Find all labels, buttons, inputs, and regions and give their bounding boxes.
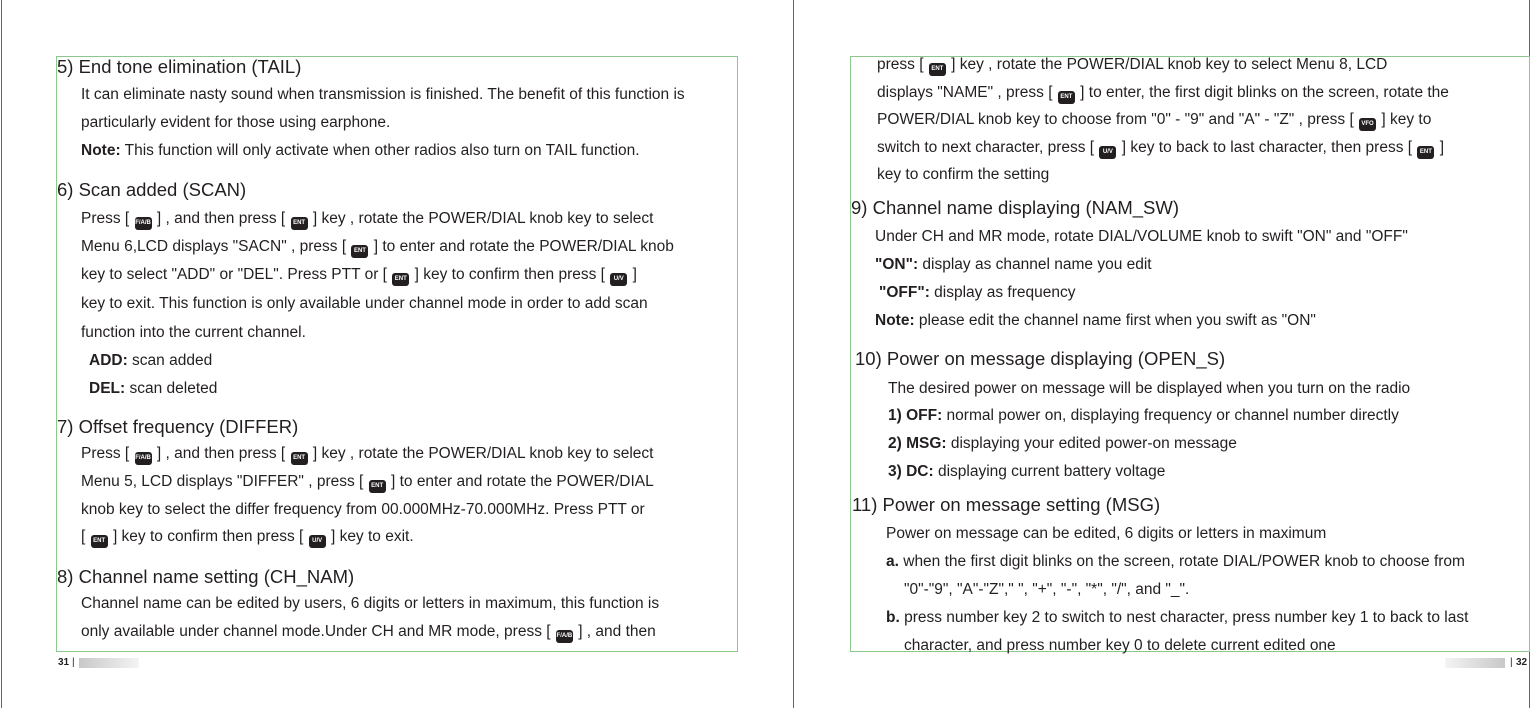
section-10-heading: 10) Power on message displaying (OPEN_S)	[855, 348, 1226, 369]
section-6-line-1: Press [ F/A/B ] , and then press [ ENT ] key , rotate the POWER/DIAL knob key to select	[81, 210, 653, 230]
section-6-line-5: function into the current channel.	[81, 324, 306, 341]
right-page-number: 32	[1516, 657, 1528, 668]
ent-key-icon: ENT	[369, 480, 386, 493]
menu8-cont-line-1: press [ ENT ] key , rotate the POWER/DIAL knob key to select Menu 8, LCD	[877, 56, 1387, 76]
section-7-line-1: Press [ F/A/B ] , and then press [ ENT ] key , rotate the POWER/DIAL knob key to select	[81, 445, 653, 465]
section-6-heading: 6) Scan added (SCAN)	[57, 179, 247, 200]
section-5-note	[81, 142, 640, 160]
uv-key-icon: U/V	[309, 535, 326, 548]
section-5-heading: 5) End tone elimination (TAIL)	[57, 56, 302, 77]
vfo-key-icon: VFO	[1359, 118, 1376, 131]
section-9-line-1: Under CH and MR mode, rotate DIAL/VOLUME knob to swift "ON" and "OFF"	[875, 228, 1408, 245]
section-10-item-2: 2) MSG: displaying your edited power-on message	[888, 435, 1237, 452]
right-page-bar	[1445, 658, 1505, 668]
section-6-add: ADD: scan added	[89, 352, 213, 369]
section-11-item-b: b. press number key 2 to switch to nest character, press number key 1 to back to last	[886, 609, 1469, 626]
section-5-line-2: particularly evident for those using earphone.	[81, 114, 391, 131]
ent-key-icon: ENT	[929, 63, 946, 76]
note-text: This function will only activate when other radios also turn on TAIL function.	[120, 142, 640, 159]
left-page-number-divider: |	[72, 657, 75, 668]
section-5-line-1: It can eliminate nasty sound when transmission is finished. The benefit of this function is	[81, 86, 685, 103]
section-11-heading: 11) Power on message setting (MSG)	[852, 494, 1161, 515]
section-6-line-2: Menu 6,LCD displays "SACN" , press [ ENT ] to enter and rotate the POWER/DIAL knob	[81, 238, 674, 258]
fab-key-icon: F/A/B	[556, 630, 573, 643]
section-9-on: "ON": display as channel name you edit	[875, 256, 1152, 273]
ent-key-icon: ENT	[291, 217, 308, 230]
section-10-item-3: 3) DC: displaying current battery voltage	[888, 463, 1166, 480]
left-page-number: 31	[58, 657, 70, 668]
section-8-heading: 8) Channel name setting (CH_NAM)	[57, 566, 355, 587]
section-7-line-2: Menu 5, LCD displays "DIFFER" , press [ ENT ] to enter and rotate the POWER/DIAL	[81, 473, 654, 493]
menu8-cont-line-2: displays "NAME" , press [ ENT ] to enter, the first digit blinks on the screen, rotate the	[877, 84, 1449, 104]
uv-key-icon: U/V	[610, 273, 627, 286]
menu8-cont-line-3: POWER/DIAL knob key to choose from "0" - "9" and "A" - "Z" , press [ VFO ] key to	[877, 111, 1431, 131]
ent-key-icon: ENT	[1417, 146, 1434, 159]
section-11-item-a: a. when the first digit blinks on the screen, rotate DIAL/POWER knob to choose from	[886, 553, 1465, 570]
ent-key-icon: ENT	[392, 273, 409, 286]
section-11-line-1: Power on message can be edited, 6 digits or letters in maximum	[886, 525, 1327, 542]
trim-line-left	[1, 0, 2, 708]
menu8-cont-line-4: switch to next character, press [ U/V ] key to back to last character, then press [ ENT ]	[877, 139, 1444, 159]
fab-key-icon: F/A/B	[135, 452, 152, 465]
menu8-cont-line-5: key to confirm the setting	[877, 166, 1050, 183]
left-page-bar	[79, 658, 139, 668]
section-11-item-b-cont: character, and press number key 0 to delete current edited one	[904, 637, 1336, 654]
section-9-off: "OFF": display as frequency	[879, 284, 1076, 301]
section-10-line-1: The desired power on message will be displayed when you turn on the radio	[888, 380, 1411, 397]
section-8-line-2: only available under channel mode.Under CH and MR mode, press [ F/A/B ] , and then	[81, 623, 656, 643]
note-label: Note:	[81, 142, 121, 159]
trim-line-center	[793, 0, 794, 708]
ent-key-icon: ENT	[91, 535, 108, 548]
section-7-line-4: [ ENT ] key to confirm then press [ U/V ] key to exit.	[81, 528, 414, 548]
ent-key-icon: ENT	[291, 452, 308, 465]
section-11-item-a-cont: "0"-"9", "A"-"Z"," ", "+", "-", "*", "/", and "_".	[904, 581, 1190, 598]
section-7-line-3: knob key to select the differ frequency from 00.000MHz-70.000MHz. Press PTT or	[81, 501, 645, 518]
right-page-number-divider: |	[1510, 657, 1513, 668]
section-10-item-1: 1) OFF: normal power on, displaying frequency or channel number directly	[888, 407, 1399, 424]
section-9-heading: 9) Channel name displaying (NAM_SW)	[851, 197, 1179, 218]
fab-key-icon: F/A/B	[135, 217, 152, 230]
section-7-heading: 7) Offset frequency (DIFFER)	[57, 416, 299, 437]
section-6-del: DEL: scan deleted	[89, 380, 218, 397]
section-8-line-1: Channel name can be edited by users, 6 digits or letters in maximum, this function is	[81, 595, 660, 612]
ent-key-icon: ENT	[351, 245, 368, 258]
section-6-line-3: key to select "ADD" or "DEL". Press PTT or [ ENT ] key to confirm then press [ U/V ]	[81, 266, 637, 286]
uv-key-icon: U/V	[1099, 146, 1116, 159]
section-9-note: Note: please edit the channel name first when you swift as "ON"	[875, 312, 1316, 329]
ent-key-icon: ENT	[1058, 91, 1075, 104]
section-6-line-4: key to exit. This function is only available under channel mode in order to add scan	[81, 295, 648, 312]
